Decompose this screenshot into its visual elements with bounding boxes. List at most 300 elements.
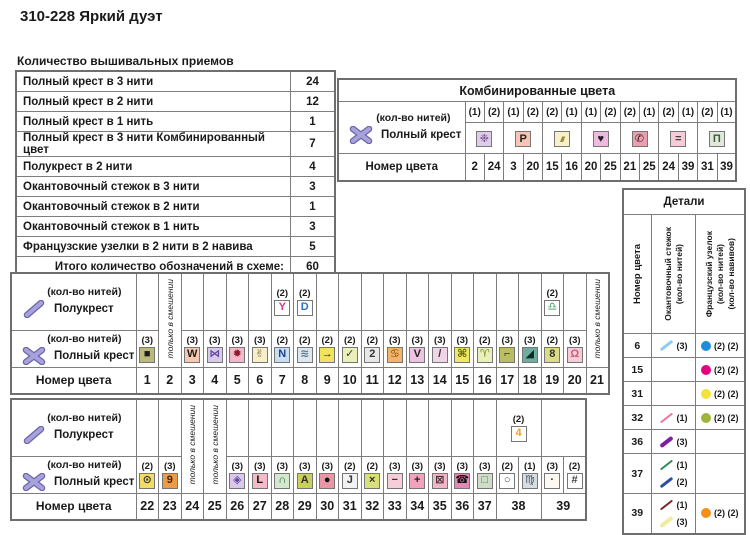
symbol-entry: [429, 461, 451, 489]
french-knot-dot: [701, 341, 711, 351]
symbol-entry: [519, 461, 541, 489]
thread-count: (3): [163, 460, 176, 472]
full-cross-cell: [474, 456, 497, 493]
full-cross-cell: [271, 456, 294, 493]
symbol-entry: [407, 335, 429, 363]
stitch-symbol: ■: [139, 347, 155, 363]
stitch-symbol: Ω: [567, 347, 583, 363]
full-cross-cell: [564, 456, 587, 493]
stitch-symbol: ≋: [297, 347, 313, 363]
color-number-cell: 12: [384, 367, 407, 394]
color-number-cell: 2: [465, 154, 484, 182]
stitch-symbol: ●: [319, 473, 335, 489]
stitch-symbol: 4: [511, 426, 527, 442]
half-cross-cell: [204, 273, 227, 330]
color-number-cell: 5: [226, 367, 249, 394]
count-value: 4: [291, 157, 336, 177]
stitch-symbol: D: [297, 300, 313, 316]
thread-count-cell: (1): [504, 102, 523, 123]
details-header-row: [623, 215, 745, 334]
symbol-entry: [564, 335, 586, 363]
french-knot-cell: [695, 454, 745, 494]
stitch-symbol: ✌: [252, 347, 268, 363]
color-number-cell: 2: [159, 367, 182, 394]
french-knot-label: Французский узелок: [703, 230, 714, 318]
symbol-entry: [407, 461, 429, 489]
thread-count: (3): [568, 334, 581, 346]
stitch-symbol: ∩: [274, 473, 290, 489]
edge-stitch-count: (3): [676, 436, 688, 447]
half-cross-cell: [451, 399, 474, 456]
color-number-cell: 26: [226, 493, 249, 520]
half-cross-cell: [226, 399, 249, 456]
french-knot-header: [695, 215, 745, 334]
count-label: Полный крест в 1 нить: [16, 112, 291, 132]
half-cross-row: [11, 399, 586, 456]
thread-count: (2): [321, 334, 334, 346]
edge-stitch-entry: [652, 457, 695, 474]
mix-only-label: только в смешении: [209, 405, 220, 485]
half-cross-cell: [249, 399, 272, 456]
full-cross-cell: [271, 330, 294, 367]
full-cross-row: [11, 456, 586, 493]
full-cross-cell: [294, 330, 317, 367]
stitch-symbol: J: [342, 473, 358, 489]
thread-count-cell: (2): [698, 102, 717, 123]
stitch-symbol: ◈: [229, 473, 245, 489]
french-knot-entry: [696, 389, 745, 399]
count-row: [16, 177, 335, 197]
color-number-cell: 27: [249, 493, 272, 520]
detail-number-cell: 32: [623, 406, 651, 430]
details-title-row: [623, 189, 745, 215]
french-knot-entry: [696, 508, 745, 518]
color-number-cell: 22: [136, 493, 159, 520]
count-value: 24: [291, 71, 336, 92]
symbol-entry: [542, 461, 564, 489]
symbol-entry: [272, 288, 294, 316]
color-number-cell: 21: [620, 154, 639, 182]
mix-only-label: только в смешении: [187, 405, 198, 485]
color-number-cell: 28: [271, 493, 294, 520]
details-row: [623, 454, 745, 494]
row-label-cell: [11, 456, 136, 493]
french-knot-cell: [695, 430, 745, 454]
stitch-type-label: [12, 473, 136, 491]
mix-only-label: только в смешении: [592, 279, 602, 359]
details-number-header: [623, 215, 651, 334]
counts-heading: Количество вышивальных приемов: [17, 54, 234, 68]
thread-count-cell: (2): [484, 102, 503, 123]
full-cross-cell: [429, 456, 452, 493]
symbol-cell: [620, 123, 659, 154]
symbol-entry: [182, 335, 204, 363]
color-number-label: Номер цвета: [631, 244, 643, 304]
symbol-entry: [339, 335, 361, 363]
french-knot-entry: [696, 365, 745, 375]
stitch-symbol: −: [387, 473, 403, 489]
french-knot-dot: [701, 508, 711, 518]
thread-count-cell: (1): [562, 102, 581, 123]
symbol-entry: [294, 461, 316, 489]
symbol-entry: [497, 461, 519, 489]
stitch-symbol: 9: [162, 473, 178, 489]
thread-count: (2): [546, 287, 559, 299]
symbol-entry: [137, 461, 159, 489]
stitch-symbol: ⌘: [454, 347, 470, 363]
symbol-entry: [339, 461, 361, 489]
count-row: [16, 157, 335, 177]
thread-count-cell: (1): [640, 102, 659, 123]
row-label-cell: [338, 102, 465, 154]
full-cross-icon: [22, 473, 46, 491]
threads-count-label: (кол-во нитей): [47, 458, 122, 471]
full-cross-cell: [406, 456, 429, 493]
edge-stitch-count: (2): [676, 477, 688, 487]
color-number-cell: 24: [484, 154, 503, 182]
stitch-symbol: A: [297, 473, 313, 489]
stitch-symbol: ⌐: [499, 347, 515, 363]
half-cross-cell: [136, 399, 159, 456]
combined-title-row: [338, 79, 736, 102]
details-row: [623, 494, 745, 534]
edge-stitch-count: (1): [676, 460, 688, 470]
color-number-cell: 10: [339, 367, 362, 394]
thread-count: (2): [366, 460, 379, 472]
page-title: 310-228 Яркий дуэт: [20, 8, 163, 25]
stitch-symbol: ×: [364, 473, 380, 489]
stitch-symbol: ◢: [522, 347, 538, 363]
count-value: 1: [291, 197, 336, 217]
stitch-symbol: ///: [554, 131, 570, 147]
thread-count-cell: (2): [543, 102, 562, 123]
symbol-entry: [497, 335, 519, 363]
details-row: [623, 358, 745, 382]
thread-count: (3): [231, 334, 244, 346]
combined-counts-row: [338, 102, 736, 123]
full-cross-cell: [384, 330, 407, 367]
color-number-cell: 39: [541, 493, 586, 520]
count-label: Окантовочный стежок в 1 нить: [16, 217, 291, 237]
symbol-entry: [362, 335, 384, 363]
stitch-symbol: ♎: [544, 300, 560, 316]
full-cross-cell: [429, 330, 452, 367]
count-label: Окантовочный стежок в 3 нити: [16, 177, 291, 197]
color-number-cell: 3: [504, 154, 523, 182]
french-knot-dot: [701, 389, 711, 399]
full-cross-cell: [519, 456, 542, 493]
thread-count-cell: (2): [659, 102, 678, 123]
half-cross-cell: [226, 273, 249, 330]
thread-count: (3): [141, 334, 154, 346]
half-cross-cell: [159, 399, 182, 456]
edge-stitch-count: (1): [676, 412, 688, 423]
half-cross-cell: [519, 273, 542, 330]
edge-stitch-entry: [652, 513, 695, 530]
half-cross-cell: [316, 273, 339, 330]
thread-count-cell: (1): [465, 102, 484, 123]
symbol-cell: [504, 123, 543, 154]
full-cross-cell: [451, 330, 474, 367]
color-number-cell: 23: [159, 493, 182, 520]
edge-stitch-line: [659, 412, 672, 423]
count-label: Полукрест в 2 нити: [16, 157, 291, 177]
half-cross-cell: [541, 273, 564, 330]
stitch-symbol: ❉: [476, 131, 492, 147]
thread-count: (3): [253, 334, 266, 346]
thread-count-cell: (2): [601, 102, 620, 123]
full-cross-cell: [519, 330, 542, 367]
full-cross-cell: [564, 330, 587, 367]
symbol-entry: [204, 335, 226, 363]
details-table: [622, 188, 746, 535]
symbol-entry: [272, 335, 294, 363]
edge-stitch-cell: [651, 454, 695, 494]
threads-count-label: (кол-во нитей): [47, 332, 122, 345]
thread-count: (2): [276, 287, 289, 299]
stitch-symbol: 8: [544, 347, 560, 363]
color-number-cell: 16: [562, 154, 581, 182]
color-number-cell: 3: [181, 367, 204, 394]
edge-stitch-line: [659, 499, 672, 510]
thread-count: (3): [456, 334, 469, 346]
color-number-cell: 38: [496, 493, 541, 520]
thread-count: (2): [298, 334, 311, 346]
mix-cell: [204, 399, 227, 493]
symbol-entry: [294, 335, 316, 363]
count-row: [16, 197, 335, 217]
full-cross-cell: [451, 456, 474, 493]
color-number-cell: 11: [361, 367, 384, 394]
count-label: Полный крест в 3 нити: [16, 71, 291, 92]
color-number-cell: 8: [294, 367, 317, 394]
stitch-symbol: ♥: [593, 131, 609, 147]
stitch-symbol: ·: [544, 473, 560, 489]
half-cross-cell: [451, 273, 474, 330]
thread-count: (2): [343, 460, 356, 472]
count-label: Окантовочный стежок в 2 нити: [16, 197, 291, 217]
thread-count: (3): [231, 460, 244, 472]
count-value: 5: [291, 237, 336, 257]
full-cross-cell: [474, 330, 497, 367]
color-number-cell: 34: [406, 493, 429, 520]
stitch-type-text: Полный крест: [381, 128, 462, 141]
stitch-symbol: ○: [499, 473, 515, 489]
stitch-symbol: V: [409, 347, 425, 363]
color-number-label: Номер цвета: [11, 493, 136, 520]
half-cross-cell: [429, 399, 452, 456]
symbol-entry: [249, 461, 271, 489]
row-label-cell: [11, 273, 136, 330]
color-number-cell: 24: [181, 493, 204, 520]
color-number-cell: 15: [543, 154, 562, 182]
half-cross-cell: [271, 273, 294, 330]
stitch-type-label: [12, 347, 136, 365]
thread-count-cell: (1): [581, 102, 600, 123]
mix-only-label: только в смешении: [164, 279, 175, 359]
half-cross-cell: [406, 399, 429, 456]
half-cross-cell: [136, 273, 159, 330]
color-number-cell: 16: [474, 367, 497, 394]
symbol-cell: [581, 123, 620, 154]
half-cross-cell: [384, 273, 407, 330]
color-number-row: [11, 367, 609, 394]
edge-stitch-line: [659, 435, 673, 447]
full-cross-cell: [339, 456, 362, 493]
thread-count: (3): [478, 460, 491, 472]
stitch-symbol: →: [319, 347, 335, 363]
detail-number-cell: 31: [623, 382, 651, 406]
stitch-symbol: /: [432, 347, 448, 363]
half-cross-cell: [294, 273, 317, 330]
thread-count: (3): [546, 460, 559, 472]
stitch-symbol: Y: [274, 300, 290, 316]
full-cross-cell: [294, 456, 317, 493]
thread-count: (3): [411, 460, 424, 472]
thread-count: (3): [208, 334, 221, 346]
symbol-entry: [317, 335, 339, 363]
full-cross-cell: [181, 330, 204, 367]
count-value: 3: [291, 217, 336, 237]
half-cross-cell: [361, 399, 384, 456]
thread-count: (3): [253, 460, 266, 472]
color-number-cell: 31: [339, 493, 362, 520]
combined-numbers-row: [338, 154, 736, 182]
count-value: 12: [291, 92, 336, 112]
mix-cell: [586, 273, 609, 367]
count-row: [16, 71, 335, 92]
stitch-symbol: L: [252, 473, 268, 489]
thread-count: (2): [343, 334, 356, 346]
french-knot-cell: [695, 494, 745, 534]
half-cross-cell: [339, 273, 362, 330]
stitch-counts-table: [15, 70, 336, 278]
stitch-symbol: #: [567, 473, 583, 489]
symbol-cell: [543, 123, 582, 154]
half-cross-icon: [22, 300, 46, 318]
color-number-cell: 9: [316, 367, 339, 394]
stitch-symbol: ♋: [387, 347, 403, 363]
stitch-type-label: [12, 426, 136, 444]
thread-count-cell: (2): [620, 102, 639, 123]
count-value: 3: [291, 177, 336, 197]
edge-stitch-cell: [651, 382, 695, 406]
count-row: [16, 132, 335, 157]
edge-stitch-label: Окантовочный стежок: [662, 227, 673, 321]
stitch-symbol: N: [274, 347, 290, 363]
french-knot-cell: [695, 358, 745, 382]
half-cross-cell: [181, 273, 204, 330]
detail-number-cell: 37: [623, 454, 651, 494]
french-knot-cell: [695, 406, 745, 430]
symbol-cell: [659, 123, 698, 154]
symbol-entry: [137, 335, 159, 363]
edge-stitch-cell: [651, 334, 695, 358]
full-cross-cell: [361, 330, 384, 367]
mix-cell: [181, 399, 204, 493]
stitch-type-text: Полукрест: [54, 428, 114, 441]
full-cross-cell: [159, 456, 182, 493]
thread-count: (3): [388, 460, 401, 472]
stitch-symbol: P: [515, 131, 531, 147]
full-cross-row: [11, 330, 609, 367]
color-number-cell: 13: [406, 367, 429, 394]
thread-count: (3): [321, 460, 334, 472]
french-knot-counts: (2) (2): [714, 340, 739, 351]
combined-colors-table: [337, 78, 737, 182]
full-cross-cell: [316, 456, 339, 493]
thread-count: (3): [411, 334, 424, 346]
full-cross-cell: [384, 456, 407, 493]
full-cross-cell: [541, 330, 564, 367]
thread-count: (1): [523, 460, 536, 472]
count-value: 7: [291, 132, 336, 157]
full-cross-cell: [339, 330, 362, 367]
french-knot-dot: [701, 413, 711, 423]
stitch-symbol: ♍: [522, 473, 538, 489]
color-number-cell: 18: [519, 367, 542, 394]
symbol-entry: [159, 461, 181, 489]
symbol-entry: [384, 335, 406, 363]
color-number-cell: 24: [659, 154, 678, 182]
half-cross-cell: [384, 399, 407, 456]
french-knot-entry: [696, 413, 745, 423]
symbol-entry: [272, 461, 294, 489]
half-cross-cell: [249, 273, 272, 330]
half-cross-cell: [361, 273, 384, 330]
mix-cell: [159, 273, 182, 367]
count-label: Полный крест в 2 нити: [16, 92, 291, 112]
thread-count: (2): [478, 334, 491, 346]
stitch-symbol: W: [184, 347, 200, 363]
threads-count-label: (кол-во нитей): [376, 111, 451, 124]
symbol-entry: [384, 461, 406, 489]
edge-stitch-cell: [651, 494, 695, 534]
full-cross-cell: [496, 456, 519, 493]
full-cross-cell: [226, 456, 249, 493]
count-row: [16, 237, 335, 257]
color-number-cell: 25: [204, 493, 227, 520]
thread-count: (3): [388, 334, 401, 346]
french-knot-counts: (2) (2): [714, 412, 739, 423]
stitch-symbol: ☎: [454, 473, 470, 489]
stitch-type-text: Полный крест: [54, 349, 135, 362]
color-number-cell: 17: [496, 367, 519, 394]
symbol-entry: [294, 288, 316, 316]
stitch-symbol: ✆: [632, 131, 648, 147]
stitch-type-text: Полукрест: [54, 302, 114, 315]
symbol-entry: [452, 461, 474, 489]
stitch-type-label: [339, 126, 465, 144]
details-title: Детали: [623, 189, 745, 215]
half-cross-cell: [429, 273, 452, 330]
french-knot-sub-label: (кол-во нитей): [714, 243, 725, 305]
color-number-cell: 25: [601, 154, 620, 182]
full-cross-cell: [204, 330, 227, 367]
half-cross-icon: [22, 426, 46, 444]
edge-stitch-sub-label: (кол-во нитей): [673, 243, 684, 305]
edge-stitch-count: (3): [676, 340, 688, 351]
edge-stitch-header: [651, 215, 695, 334]
french-knot-counts: (2) (2): [714, 364, 739, 375]
french-knot-dot: [701, 365, 711, 375]
thread-count: (3): [298, 460, 311, 472]
symbol-entry: [227, 461, 249, 489]
count-value: 1: [291, 112, 336, 132]
color-number-cell: 39: [678, 154, 697, 182]
half-cross-row: [11, 273, 609, 330]
half-cross-cell: [339, 399, 362, 456]
